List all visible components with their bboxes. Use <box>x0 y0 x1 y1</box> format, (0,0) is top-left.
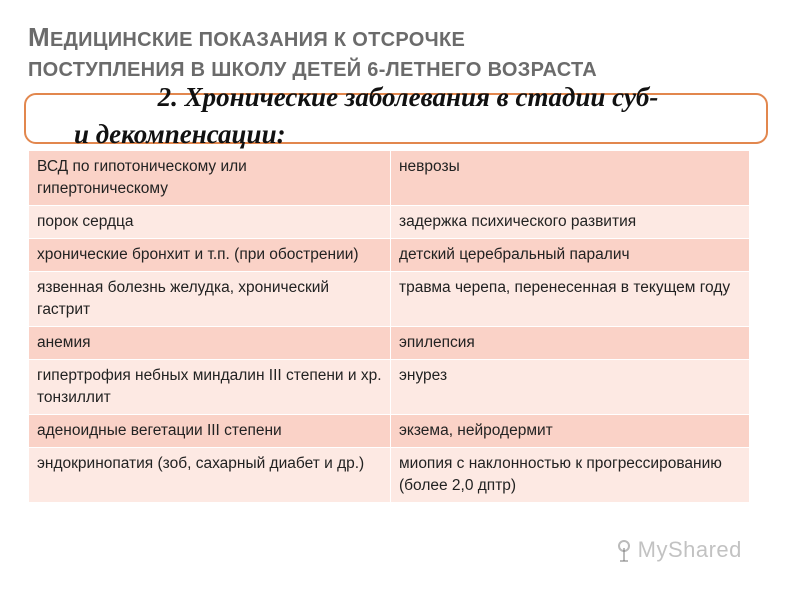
table-cell: гипертрофия небных миндалин III степени и хр. тонзиллит <box>29 360 391 415</box>
title-line-2: ПОСТУПЛЕНИЯ В ШКОЛУ ДЕТЕЙ 6-ЛЕТНЕГО ВОЗРАСТА <box>28 59 597 81</box>
slide-title <box>28 22 768 85</box>
table-cell: травма черепа, перенесенная в текущем году <box>391 272 750 327</box>
table-row <box>29 239 750 272</box>
table-cell: порок сердца <box>29 206 391 239</box>
table-row <box>29 272 750 327</box>
table-cell: экзема, нейродермит <box>391 415 750 448</box>
watermark-text: MyShared <box>637 537 742 562</box>
table-cell: энурез <box>391 360 750 415</box>
table-row <box>29 206 750 239</box>
table-cell: эндокринопатия (зоб, сахарный диабет и др.) <box>29 448 391 503</box>
subtitle-line-2: и декомпенсации: <box>74 119 286 149</box>
table-cell: ВСД по гипотоническому или гипертоническому <box>29 151 391 206</box>
table-row <box>29 151 750 206</box>
table-row <box>29 327 750 360</box>
table-cell: язвенная болезнь желудка, хронический гастрит <box>29 272 391 327</box>
table-cell: эпилепсия <box>391 327 750 360</box>
title-line-1-rest: ЕДИЦИНСКИЕ ПОКАЗАНИЯ К ОТСРОЧКЕ <box>49 29 466 51</box>
title-line-1 <box>28 22 768 55</box>
table-row <box>29 448 750 503</box>
table-cell: неврозы <box>391 151 750 206</box>
table-row <box>29 415 750 448</box>
conditions-table <box>28 150 750 503</box>
table-cell: детский церебральный паралич <box>391 239 750 272</box>
table-cell: хронические бронхит и т.п. (при обострении) <box>29 239 391 272</box>
table-row <box>29 360 750 415</box>
subtitle-line-1: 2. Хронические заболевания в стадии суб- <box>157 82 659 112</box>
watermark <box>617 537 742 563</box>
title-initial: М <box>28 22 50 52</box>
table-cell: анемия <box>29 327 391 360</box>
table-cell: аденоидные вегетации III степени <box>29 415 391 448</box>
table-cell: задержка психического развития <box>391 206 750 239</box>
subtitle <box>48 79 768 153</box>
table-cell: миопия с наклонностью к прогрессированию (более 2,0 дптр) <box>391 448 750 503</box>
tree-logo-icon <box>617 539 631 563</box>
